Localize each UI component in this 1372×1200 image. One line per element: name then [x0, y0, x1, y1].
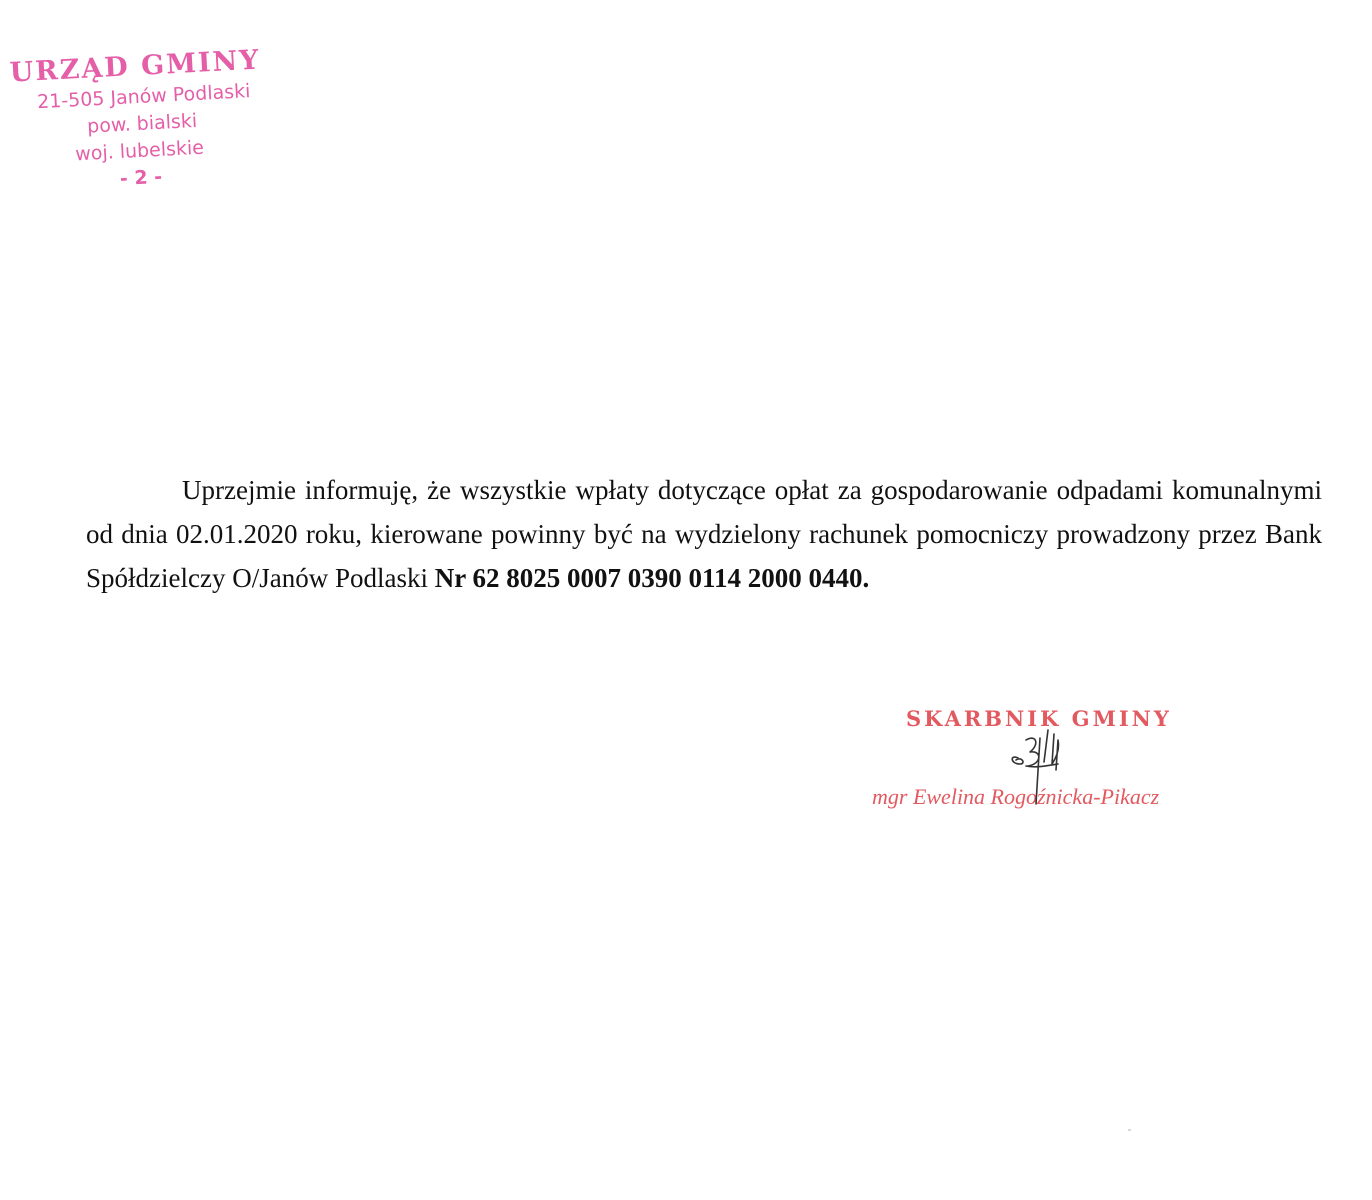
stamp-county: pow. bialski	[86, 109, 198, 138]
bank-account-number: Nr 62 8025 0007 0390 0114 2000 0440.	[434, 563, 870, 593]
signatory-name: mgr Ewelina Rogoźnicka-Pikacz	[872, 784, 1160, 809]
signatory-title: SKARBNIK GMINY	[906, 706, 1172, 731]
stamp-address: 21-505 Janów Podlaski	[36, 80, 251, 114]
stamp-voivodeship: woj. lubelskie	[74, 136, 205, 166]
signature-stamp	[866, 700, 1246, 830]
body-paragraph	[86, 468, 1322, 600]
handwritten-signature-icon	[996, 700, 1086, 810]
stamp-title: URZĄD GMINY	[9, 44, 262, 89]
page-number: - 2 -	[119, 165, 163, 191]
office-stamp	[0, 43, 275, 198]
scan-speck	[1128, 1129, 1131, 1131]
body-text: Uprzejmie informuję, że wszystkie wpłaty dotyczące opłat za gospodarowanie odpadami komunalnymi od dnia 02.01.2020 roku, kierowane powinny być na wydzielony rachunek pomocniczy prowadzony przez Bank Spółdzielczy O/Janów Podlaski	[86, 475, 1322, 593]
